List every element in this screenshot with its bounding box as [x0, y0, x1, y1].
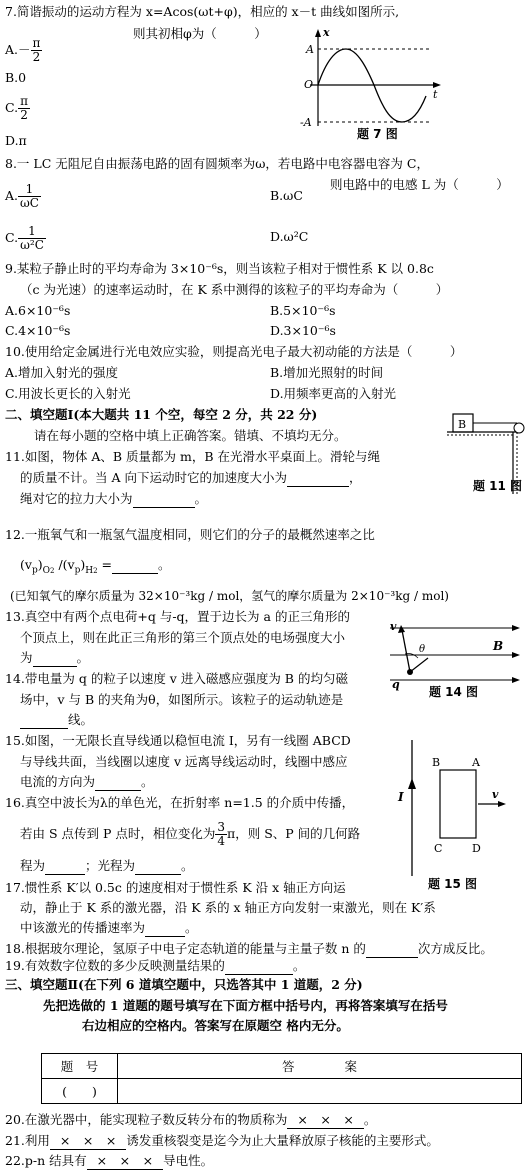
q14-blank-trajectory[interactable]	[20, 712, 68, 729]
q8-stem-2: 则电路中的电感 L 为（ ）	[330, 177, 509, 192]
q7-a-fraction: $\frac{\pi}{2}$	[32, 36, 41, 64]
q10-option-c[interactable]: C.用波长更长的入射光	[5, 386, 131, 401]
q13-line-3: 为 。	[20, 650, 90, 665]
q11-line-3: 绳对它的拉力大小为 。	[20, 491, 208, 506]
q21-answer: × × ×	[50, 1133, 126, 1150]
q8-stem: 8.一 LC 无阻尼自由振荡电路的固有圆频率为ω，若电路中电容器电容为 C，	[5, 156, 429, 171]
q13-line-2: 个顶点上，则在此正三角形的第三个顶点处的电场强度大小	[20, 630, 346, 645]
q15-line-2: 与导线共面，当线圈以速度 v 远离导线运动时，线圈中感应	[20, 754, 348, 769]
section-3-instr-2: 右边相应的空格内。答案写在原题空 格内无分。	[82, 1018, 349, 1033]
q16-phase-fraction: $\frac{3}{4}$	[217, 820, 226, 848]
q18-blank[interactable]	[366, 941, 418, 958]
q9-stem-2: （c 为光速）的速率运动时，在 K 系中测得的该粒子的平均寿命为（ ）	[20, 282, 449, 297]
q18: 18.根据玻尔理论，氢原子中电子定态轨道的能量与主量子数 n 的 次方成反比。	[5, 941, 493, 956]
q11-pulley	[514, 423, 524, 433]
q13-line-1: 13.真空中有两个点电荷+q 与-q，置于边长为 a 的正三角形的	[5, 609, 350, 624]
q15-wire-loop-figure	[392, 738, 520, 878]
q7-c-fraction: $\frac{\pi}{2}$	[20, 94, 28, 122]
answer-number-cell[interactable]: ( )	[42, 1079, 118, 1104]
q15-label-c: C	[434, 842, 443, 855]
q8-option-b[interactable]: B.ωC	[270, 188, 303, 203]
q7-caption: 题 7 图	[357, 127, 398, 141]
q15-label-i: I	[398, 790, 404, 804]
q14-line-3: 线。	[20, 712, 93, 729]
q7-stem: 7.简谐振动的运动方程为 x=Acos(ωt+φ)，相应的 x－t 曲线如图所示,	[5, 4, 400, 19]
q7-label-neg-a: -A	[300, 116, 312, 129]
q7-y-arrow	[315, 29, 321, 37]
q16-line-1: 16.真空中波长为λ的单色光，在折射率 n=1.5 的介质中传播，	[5, 795, 355, 810]
answer-header-answer: 答 案	[118, 1054, 522, 1079]
q7-label-a: A	[306, 43, 314, 56]
q12-expression: $(v_p)_{O2}$ $/(v_p)_{H2}$ = 。	[20, 557, 171, 576]
q17-blank-speed[interactable]	[145, 920, 185, 937]
q12-line-1: 12.一瓶氧气和一瓶氢气温度相同，则它们的分子的最概然速率之比	[5, 527, 375, 542]
q16-blank-optical-path[interactable]	[135, 858, 181, 875]
q15-label-a: A	[472, 756, 480, 769]
q22-answer: × × ×	[87, 1153, 163, 1170]
q20-answer: × × ×	[287, 1112, 363, 1129]
q11-line-1: 11.如图，物体 A、B 质量都为 m，B 在光滑水平桌面上。滑轮与绳	[5, 449, 381, 464]
q16-line-2: 若由 S 点传到 P 点时，相位变化为 $\frac{3}{4}$ π，则 S、P 间的几何路	[20, 820, 361, 848]
section-2-title: 二、填空题Ⅰ(本大题共 11 个空，每空 2 分，共 22 分)	[5, 407, 318, 422]
q7-label-t: t	[433, 88, 438, 101]
q7-label-x: x	[323, 26, 330, 39]
q14-label-theta: θ	[419, 644, 426, 655]
q9-option-b[interactable]: B.5×10⁻⁶s	[270, 303, 336, 318]
q7-option-b[interactable]: B.0	[5, 70, 27, 85]
section-3-title: 三、填空题Ⅱ(在下列 6 道填空题中，只选答其中 1 道题，2 分)	[5, 977, 363, 992]
section-3-instr-1: 先把选做的 1 道题的题号填写在下面方框中括号内，再将答案填写在括号	[43, 998, 448, 1013]
q17-line-1: 17.惯性系 K′以 0.5c 的速度相对于惯性系 K 沿 x 轴正方向运	[5, 880, 346, 895]
q7-option-d[interactable]: D.π	[5, 133, 27, 148]
q14-label-v: v	[390, 620, 397, 633]
answer-table-row	[42, 1079, 522, 1104]
answer-table	[41, 1053, 522, 1104]
q10-option-b[interactable]: B.增加光照射的时间	[270, 365, 384, 380]
q17-line-2: 动，静止于 K 系的激光器，沿 K 系的 x 轴正方向发射一束激光，则在 K′系	[20, 900, 436, 915]
q16-line-3: 程为 ；光程为 。	[20, 858, 194, 873]
q20: 20.在激光器中，能实现粒子数反转分布的物质称为 × × × 。	[5, 1112, 377, 1127]
q11-caption: 题 11 图	[473, 479, 523, 493]
q13-blank-field[interactable]	[33, 650, 77, 667]
q15-caption: 题 15 图	[428, 877, 478, 891]
q14-b-ref	[410, 658, 428, 672]
q15-label-d: D	[472, 842, 481, 855]
q15-label-v: v	[492, 788, 499, 801]
q14-charge	[407, 669, 413, 675]
q11-line-2: 的质量不计。当 A 向下运动时它的加速度大小为 ，	[20, 470, 362, 485]
q15-current-arrow	[408, 778, 416, 789]
answer-header-number: 题 号	[42, 1054, 118, 1079]
q16-blank-path[interactable]	[45, 858, 85, 875]
q7-option-a[interactable]: A.－ $\frac{\pi}{2}$	[5, 36, 41, 64]
q15-line-3: 电流的方向为 。	[20, 774, 154, 789]
q9-option-a[interactable]: A.6×10⁻⁶s	[5, 303, 71, 318]
q17-line-3: 中该激光的传播速率为 。	[20, 920, 198, 935]
q9-option-d[interactable]: D.3×10⁻⁶s	[270, 323, 336, 338]
q11-blank-tension[interactable]	[133, 491, 195, 508]
q8-option-c[interactable]: C. $\frac{1}{\text{ω²C}}$	[5, 224, 44, 252]
q10-option-a[interactable]: A.增加入射光的强度	[5, 365, 119, 380]
q21: 21.利用 × × × 诱发重核裂变是迄今为止大量释放原子核能的主要形式。	[5, 1133, 439, 1148]
q8-a-fraction: $\frac{1}{\omega C}$	[20, 182, 39, 210]
q19-blank[interactable]	[225, 958, 293, 975]
q19: 19.有效数字位数的多少反映测量结果的 。	[5, 958, 306, 973]
q9-stem: 9.某粒子静止时的平均寿命为 3×10⁻⁶s，则当该粒子相对于惯性系 K 以 0.8c	[5, 261, 434, 276]
q7-label-o: O	[304, 78, 314, 91]
q7-stem-2: 则其初相φ为（ ）	[133, 26, 267, 41]
q15-label-b: B	[432, 756, 441, 769]
q7-option-c[interactable]: C. $\frac{\pi}{2}$	[5, 94, 28, 122]
answer-cell[interactable]	[118, 1079, 522, 1104]
q11-block-label: B	[458, 418, 467, 431]
q15-blank-direction[interactable]	[95, 774, 141, 791]
q12-note: (已知氧气的摩尔质量为 32×10⁻³kg / mol，氢气的摩尔质量为 2×10⁻³kg / mol)	[10, 589, 449, 603]
q10-option-d[interactable]: D.用频率更高的入射光	[270, 386, 397, 401]
q9-option-c[interactable]: C.4×10⁻⁶s	[5, 323, 71, 338]
q22: 22.p-n 结具有 × × × 导电性。	[5, 1153, 214, 1168]
q14-caption: 题 14 图	[429, 685, 479, 699]
q14-line-2: 场中，v 与 B 的夹角为θ，如图所示。该粒子的运动轨迹是	[20, 692, 344, 707]
q15-line-1: 15.如图，一无限长直导线通以稳恒电流 I，另有一线圈 ABCD	[5, 733, 351, 748]
q8-option-a[interactable]: A. $\frac{1}{\omega C}$	[5, 182, 39, 210]
q10-stem: 10.使用给定金属进行光电效应实验，则提高光电子最大初动能的方法是（ ）	[5, 344, 463, 359]
section-2-instructions: 请在每小题的空格中填上正确答案。错填、不填均无分。	[34, 428, 347, 443]
q8-option-d[interactable]: D.ω²C	[270, 229, 309, 244]
q14-label-q: q	[392, 678, 400, 691]
q14-label-b: B	[493, 639, 504, 653]
q11-blank-acceleration[interactable]	[287, 470, 349, 487]
q12-blank-ratio[interactable]	[112, 557, 158, 574]
answer-table-header	[42, 1054, 522, 1079]
q8-c-fraction: $\frac{1}{\text{ω²C}}$	[20, 224, 44, 252]
q14-line-1: 14.带电量为 q 的粒子以速度 v 进入磁感应强度为 B 的均匀磁	[5, 671, 348, 686]
q15-loop	[440, 770, 476, 838]
q14-velocity-vector	[402, 630, 410, 672]
